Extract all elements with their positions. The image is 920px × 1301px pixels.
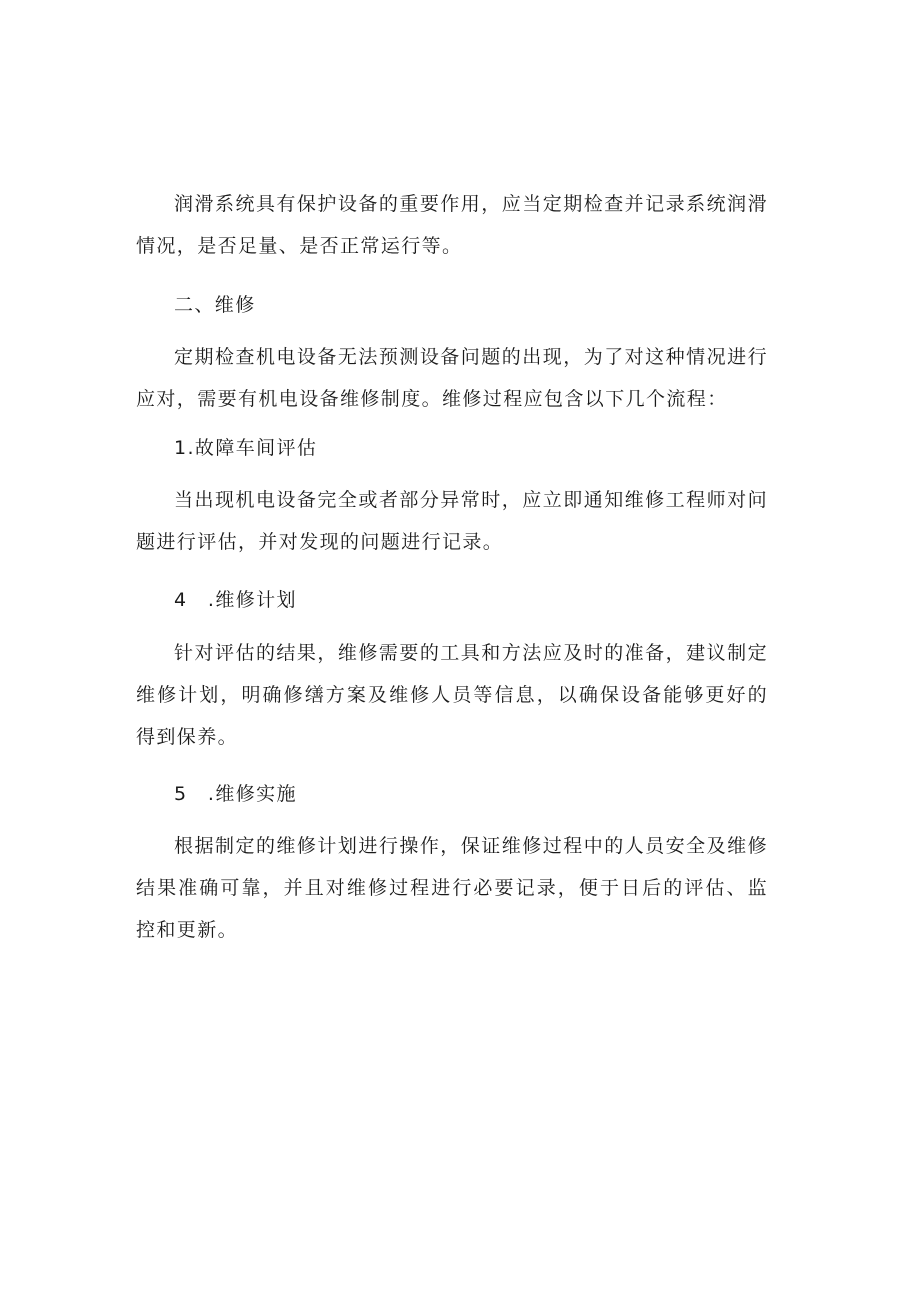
paragraph-fault-assessment: 当出现机电设备完全或者部分异常时，应立即通知维修工程师对问题进行评估，并对发现的问题进行记录。 <box>136 489 768 553</box>
section-heading-maintenance: 二、维修 <box>174 294 256 316</box>
paragraph-maintenance-plan: 针对评估的结果，维修需要的工具和方法应及时的准备，建议制定维修计划，明确修缮方案及维修人员等信息，以确保设备能够更好的得到保养。 <box>136 642 768 748</box>
paragraph-maintenance-intro: 定期检查机电设备无法预测设备问题的出现，为了对这种情况进行应对，需要有机电设备维修制度。维修过程应包含以下几个流程： <box>136 346 768 410</box>
step-heading-fault-assessment: 1.故障车间评估 <box>174 437 318 459</box>
paragraph-maintenance-implementation: 根据制定的维修计划进行操作，保证维修过程中的人员安全及维修结果准确可靠，并且对维修过程进行必要记录，便于日后的评估、监控和更新。 <box>136 835 768 941</box>
step-heading-maintenance-plan: 4 .维修计划 <box>174 589 297 611</box>
paragraph-lubrication: 润滑系统具有保护设备的重要作用，应当定期检查并记录系统润滑情况，是否足量、是否正常运行等。 <box>136 193 768 257</box>
step-heading-maintenance-implementation: 5 .维修实施 <box>174 783 297 805</box>
